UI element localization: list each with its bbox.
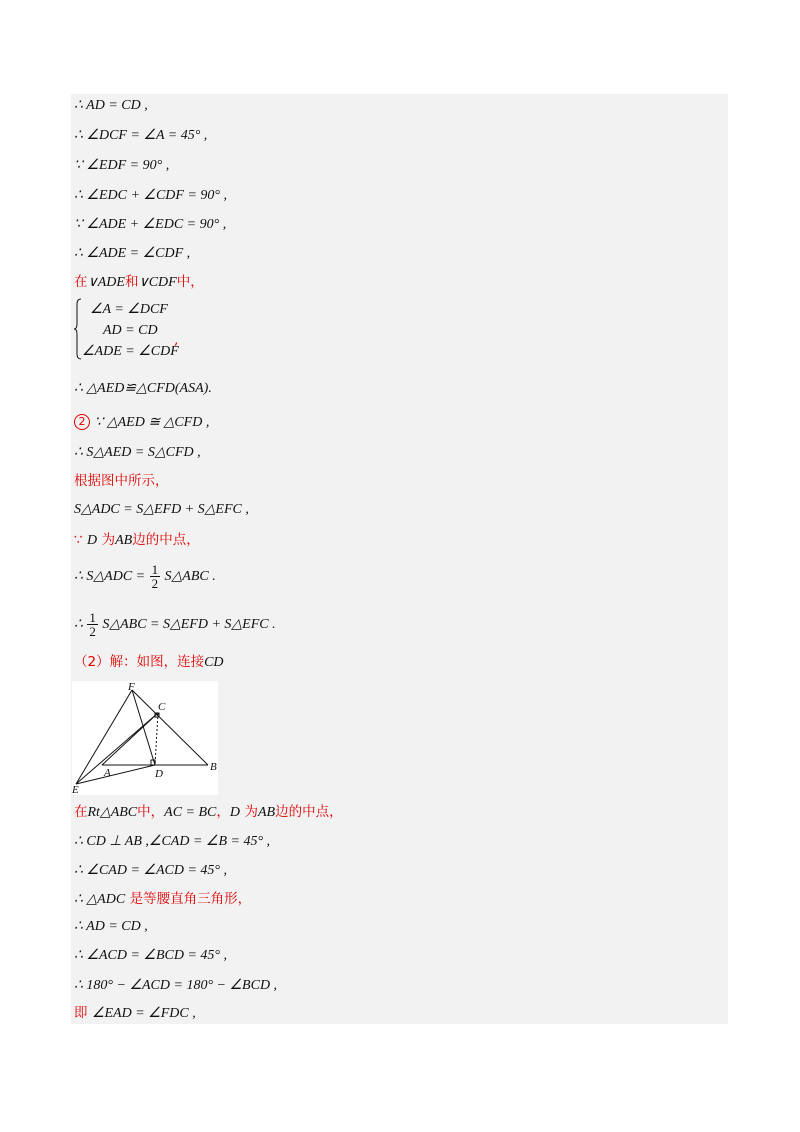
- math-text: S△ABC .: [164, 569, 216, 584]
- step-supplement: [74, 976, 277, 995]
- math-text: ∠A = ∠DCF: [90, 302, 168, 317]
- punctuation: ,: [174, 332, 179, 348]
- math-text: ∴ AD = CD ,: [74, 919, 148, 934]
- math-text: AB: [257, 805, 276, 820]
- step-angle-sum-2: [74, 215, 226, 234]
- step-area-equal: [74, 443, 201, 462]
- chinese-text: 中，: [137, 804, 165, 820]
- chinese-text: 即: [74, 1005, 88, 1021]
- chinese-text: 是等腰直角三角形，: [129, 891, 252, 907]
- chinese-text: 和: [124, 274, 139, 290]
- math-text: ∵ △AED ≅ △CFD ,: [94, 415, 210, 430]
- math-text: D: [87, 533, 98, 548]
- point-label-f: F: [128, 681, 135, 693]
- system-comma: [174, 331, 178, 349]
- step-perpendicular: [74, 832, 270, 851]
- math-text: ∠EAD = ∠FDC ,: [91, 1006, 196, 1021]
- math-text: ∴ △AED≌△CFD(ASA).: [74, 381, 212, 396]
- step-ad-eq-cd: [74, 96, 148, 115]
- step-part2-start: [74, 653, 224, 672]
- math-text: ∴ S△AED = S△CFD ,: [74, 445, 201, 460]
- math-text: AC = BC: [164, 805, 217, 820]
- step-from-figure: [74, 472, 169, 490]
- step-angle-ade: [74, 244, 190, 263]
- point-label-e: E: [72, 784, 79, 795]
- segment-ec: [76, 713, 158, 784]
- system-row-1: [90, 300, 168, 319]
- step-in-triangles: [74, 273, 204, 292]
- triangle-diagram: [72, 681, 218, 795]
- chinese-text: 边的中点，: [132, 532, 200, 548]
- math-text: ∴ CD ⊥ AB ,∠CAD = ∠B = 45° ,: [74, 834, 271, 849]
- point-label-a: A: [104, 767, 111, 779]
- math-text: ∴ △ADC: [74, 892, 126, 907]
- chinese-text: 边的中点，: [275, 804, 343, 820]
- math-text: ∴: [74, 617, 83, 632]
- math-text: ∴ ∠ACD = ∠BCD = 45° ,: [74, 948, 228, 963]
- step-angle-dcf: [74, 126, 207, 145]
- step-midpoint: [74, 531, 200, 550]
- chinese-text: 中，: [176, 274, 204, 290]
- step-angle-ead: [74, 1004, 196, 1023]
- step-angle-acd: [74, 946, 227, 965]
- segment-ac: [102, 713, 158, 765]
- step-area-sum: [74, 500, 249, 519]
- math-text: ∴ AD = CD ,: [74, 98, 148, 113]
- step-part-2: [74, 413, 209, 432]
- step-ad-cd-2: [74, 917, 148, 936]
- math-text: ∴ 180° − ∠ACD = 180° − ∠BCD ,: [74, 978, 278, 993]
- math-text: ∠ADE = ∠CDF: [82, 344, 179, 359]
- step-conclusion-part1: [74, 610, 276, 639]
- geometry-figure: [72, 681, 218, 795]
- chinese-text: 在: [74, 804, 88, 820]
- math-text: ∴ ∠EDC + ∠CDF = 90° ,: [74, 188, 228, 203]
- math-text: D: [229, 805, 241, 820]
- fraction: $\frac{1}{2}$: [89, 609, 96, 639]
- math-text: Rt△ABC: [87, 805, 138, 820]
- math-text: ∴ ∠DCF = ∠A = 45° ,: [74, 128, 208, 143]
- math-text: AD = CD: [103, 323, 158, 338]
- math-text: ∨ADE: [87, 275, 125, 290]
- math-text: S△ABC = S△EFD + S△EFC .: [102, 617, 276, 632]
- point-label-b: B: [210, 761, 217, 773]
- math-text: ∴ ∠CAD = ∠ACD = 45° ,: [74, 863, 228, 878]
- point-label-c: C: [158, 701, 166, 713]
- step-congruent-asa: [74, 379, 212, 398]
- system-row-2: [103, 321, 158, 340]
- chinese-text: （2）解：如图，连接: [74, 654, 205, 670]
- math-text: CD: [204, 655, 224, 670]
- chinese-text: 根据图中所示，: [74, 473, 169, 489]
- circled-number-icon: 2: [74, 414, 90, 430]
- math-text: ∴ ∠ADE = ∠CDF ,: [74, 246, 191, 261]
- math-text: AB: [115, 533, 133, 548]
- step-angle-sum-1: [74, 186, 227, 205]
- step-given-rt: [74, 803, 343, 822]
- step-angle-cad: [74, 861, 227, 880]
- chinese-text: 在: [74, 274, 88, 290]
- step-angle-edf: [74, 156, 169, 175]
- step-isosceles: [74, 890, 251, 909]
- segment-cd-dashed: [155, 713, 158, 765]
- chinese-text: 为: [244, 804, 258, 820]
- point-label-d: D: [155, 768, 163, 780]
- fraction: $\frac{1}{2}$: [151, 561, 159, 591]
- chinese-text: ∵: [74, 532, 83, 548]
- math-text: ∴ S△ADC =: [74, 569, 146, 584]
- math-text: ∵ ∠ADE + ∠EDC = 90° ,: [74, 217, 227, 232]
- left-brace-icon: [74, 298, 82, 360]
- segment-ed: [76, 765, 155, 784]
- system-row-3: [82, 342, 179, 361]
- math-text: ∨CDF: [138, 275, 177, 290]
- math-text: S△ADC = S△EFD + S△EFC ,: [74, 502, 249, 517]
- chinese-text: ，: [216, 804, 230, 820]
- math-text: ∵ ∠EDF = 90° ,: [74, 158, 170, 173]
- chinese-text: 为: [101, 532, 116, 548]
- step-half-area: [74, 562, 216, 591]
